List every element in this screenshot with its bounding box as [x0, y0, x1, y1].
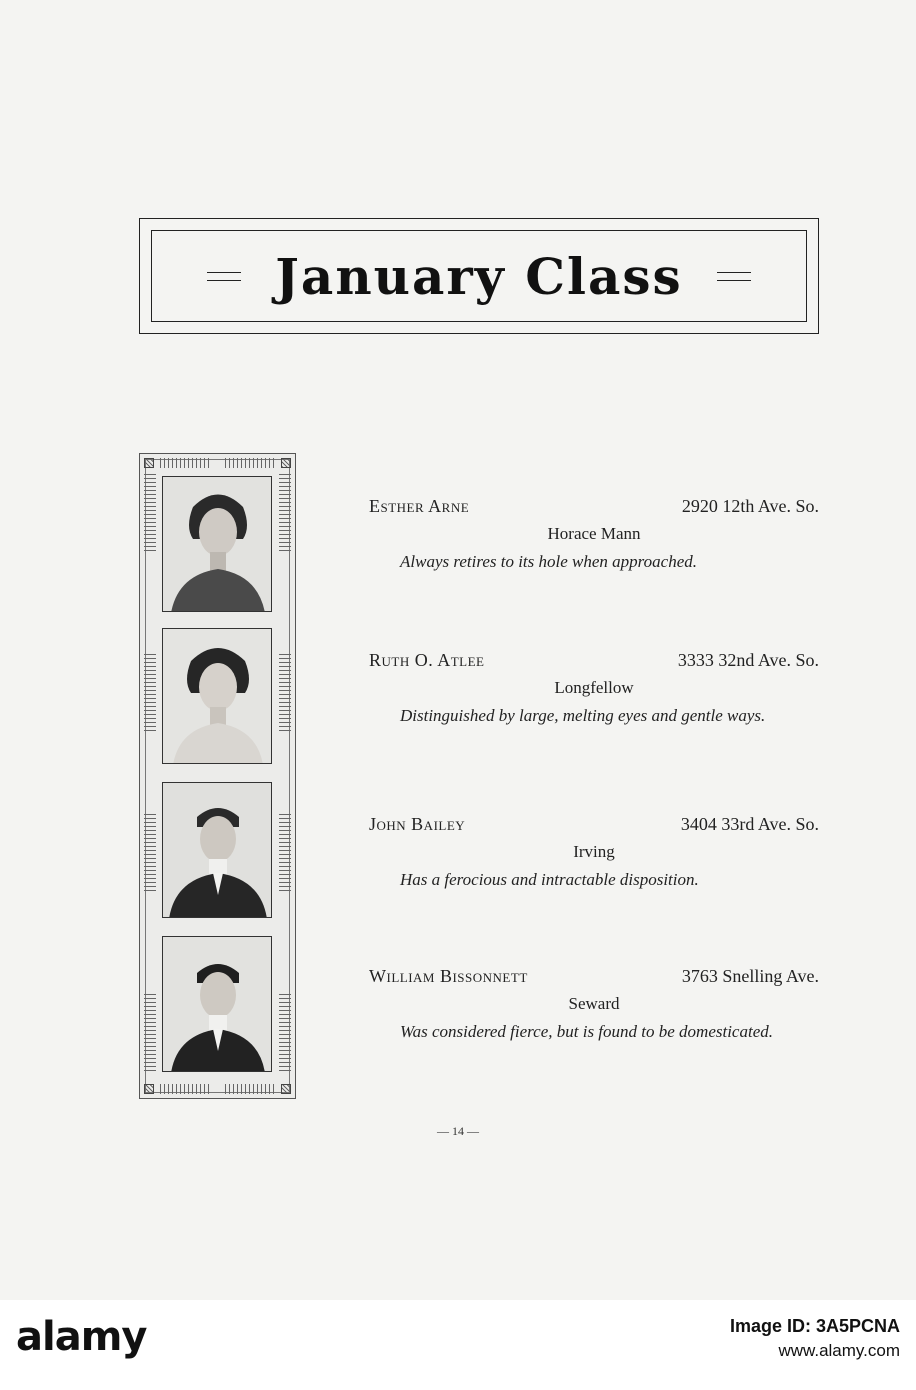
portrait-photo [162, 628, 272, 764]
portrait-man-icon [163, 937, 272, 1072]
strip-hatch-ornament [279, 654, 291, 734]
student-entry [369, 496, 819, 574]
portrait-woman-icon [163, 629, 272, 764]
student-entry [369, 814, 819, 892]
student-address: 3333 32nd Ave. So. [677, 650, 819, 670]
image-id: Image ID: 3A5PCNA [729, 1316, 900, 1336]
strip-hatch-ornament [144, 994, 156, 1074]
page-title: January Class [275, 246, 683, 306]
portrait-photo [162, 936, 272, 1072]
strip-corner-ornament [281, 458, 291, 468]
strip-corner-ornament [281, 1084, 291, 1094]
page-number: — 14 — [437, 1124, 479, 1138]
portrait-photo [162, 782, 272, 918]
strip-hatch-ornament [279, 814, 291, 894]
strip-hatch-ornament [225, 458, 275, 468]
student-entry [369, 650, 819, 728]
strip-hatch-ornament [279, 474, 291, 554]
portrait-strip [139, 453, 296, 1099]
student-school: Irving [573, 842, 615, 861]
student-address: 2920 12th Ave. So. [681, 496, 819, 516]
title-inner-frame [151, 230, 807, 322]
student-remark: Distinguished by large, melting eyes and gentle ways. [400, 706, 766, 725]
strip-hatch-ornament [144, 814, 156, 894]
strip-hatch-ornament [160, 458, 210, 468]
student-address: 3404 33rd Ave. So. [680, 814, 819, 834]
student-school: Seward [568, 994, 620, 1013]
student-remark: Has a ferocious and intractable disposition. [400, 870, 699, 889]
title-right-ornament [717, 272, 751, 281]
portrait-woman-icon [163, 477, 272, 612]
strip-hatch-ornament [279, 994, 291, 1074]
student-remark: Always retires to its hole when approached. [400, 552, 697, 571]
student-school: Horace Mann [547, 524, 641, 543]
student-address: 3763 Snelling Ave. [681, 966, 819, 986]
strip-corner-ornament [144, 458, 154, 468]
alamy-logo: alamy [16, 1314, 147, 1360]
title-left-ornament [207, 272, 241, 281]
strip-hatch-ornament [225, 1084, 275, 1094]
student-remark: Was considered fierce, but is found to be domesticated. [400, 1022, 773, 1041]
portrait-man-icon [163, 783, 272, 918]
student-entry [369, 966, 819, 1044]
student-name: Ruth O. Atlee [369, 650, 485, 670]
student-name: John Bailey [369, 814, 466, 834]
student-school: Longfellow [554, 678, 634, 697]
site-url: www.alamy.com [778, 1341, 900, 1360]
strip-hatch-ornament [144, 654, 156, 734]
watermark-bar [0, 1300, 916, 1390]
student-name: Esther Arne [369, 496, 470, 516]
strip-hatch-ornament [144, 474, 156, 554]
strip-corner-ornament [144, 1084, 154, 1094]
strip-hatch-ornament [160, 1084, 210, 1094]
image-info [730, 1316, 900, 1361]
student-name: William Bissonnett [369, 966, 528, 986]
title-frame [139, 218, 819, 334]
portrait-photo [162, 476, 272, 612]
